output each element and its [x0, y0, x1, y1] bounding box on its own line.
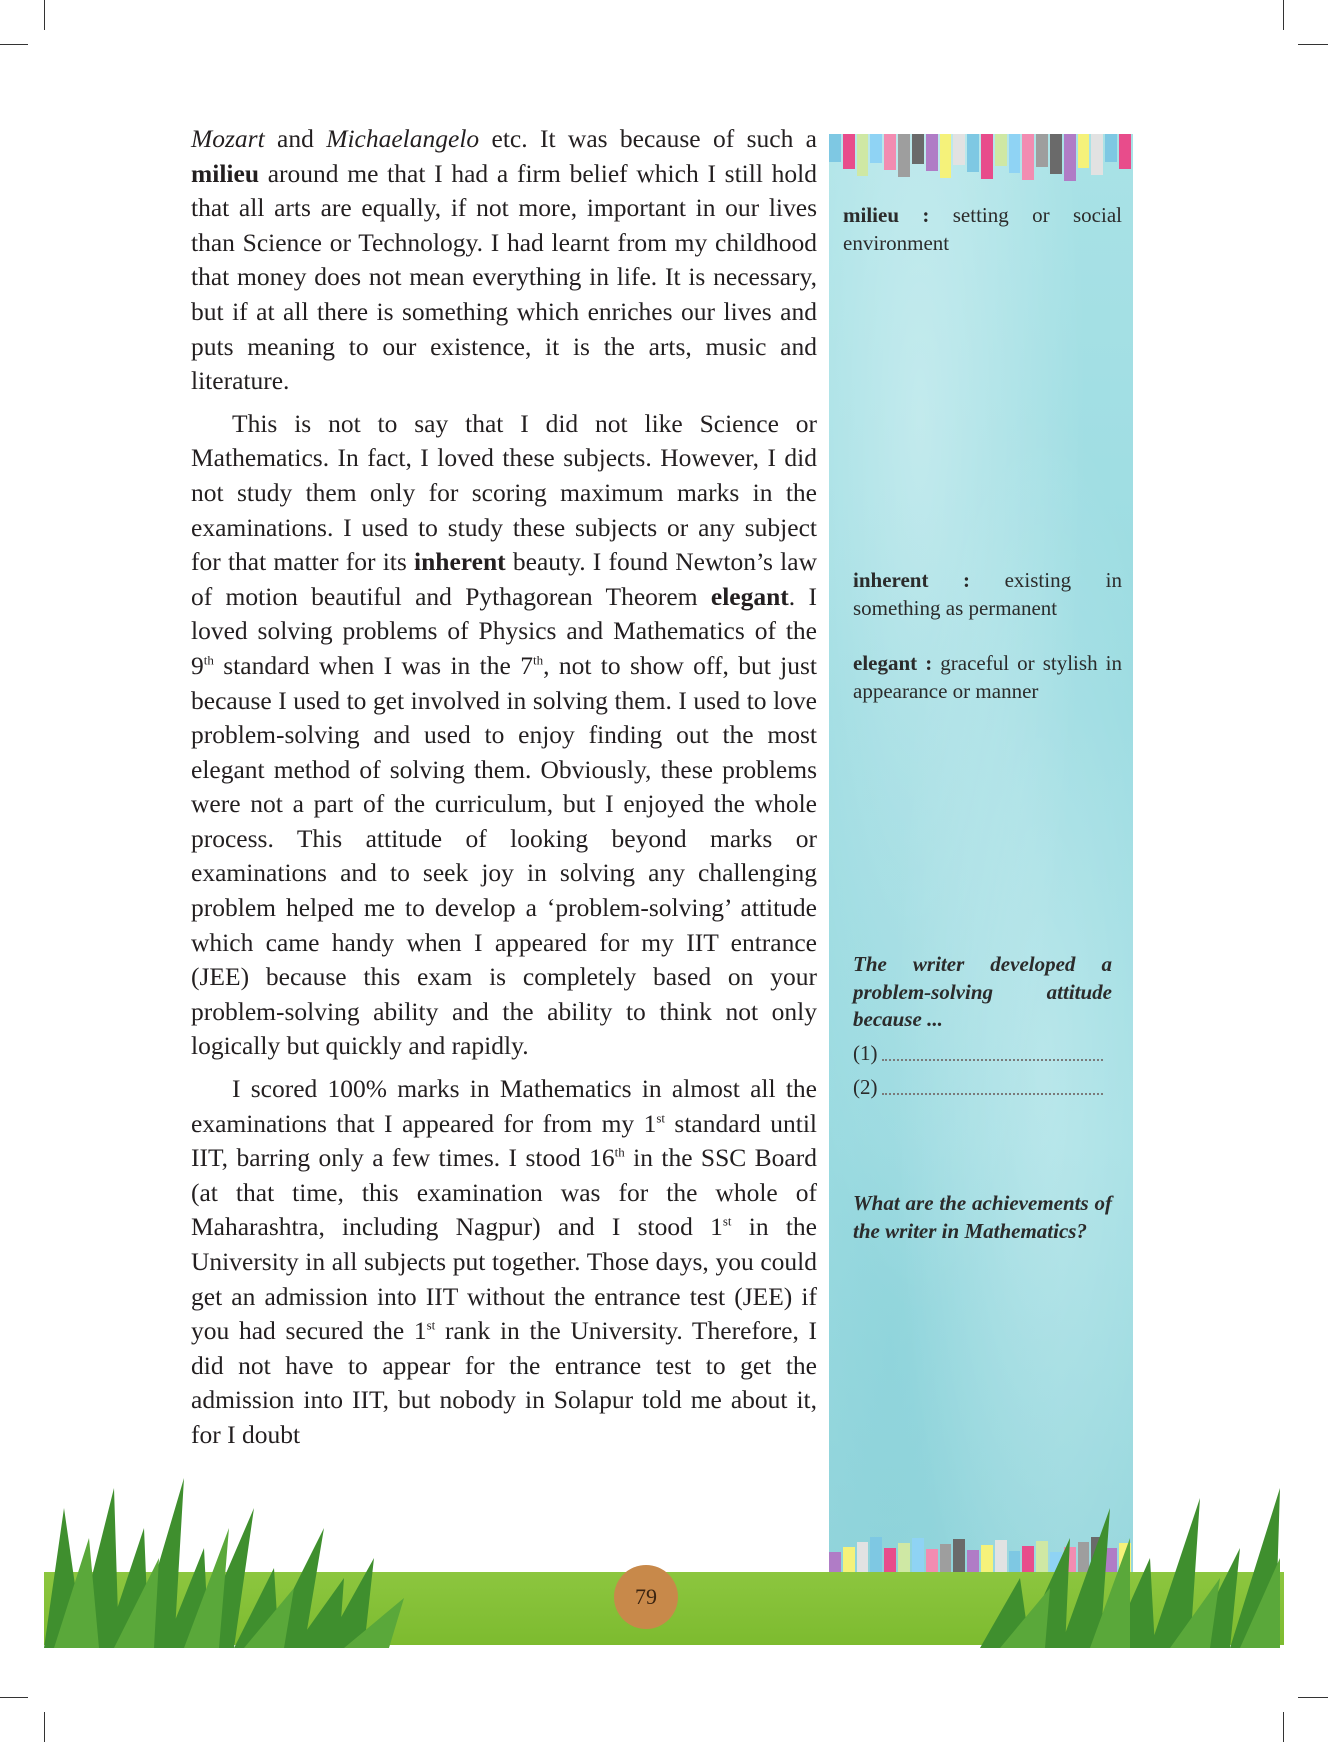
decorative-stripe [884, 1548, 896, 1574]
decorative-stripe [1050, 134, 1062, 174]
decorative-stripe [1091, 134, 1103, 175]
crop-mark-top-left-h [0, 44, 28, 45]
glossary-entry-elegant [853, 650, 1122, 705]
answer-label: (2) [853, 1075, 878, 1099]
text-span: . I loved solving problems of Physics and Mathematics of the 9 [191, 581, 817, 680]
glossary-entry-milieu [843, 202, 1122, 257]
glossary-sidebar [829, 134, 1133, 1574]
text-span: around me that I had a firm belief which I still hold that all arts are equally, if not more, important in our lives than Science or Technology. I had learnt from my childhood that money does not mean everything in life. It is necessary, but if at all there is something which enriches our lives and puts meaning to our existence, it is the arts, music and literature. [191, 158, 817, 396]
text-span: beauty. I found Newton’s law of motion beautiful and Pythagorean Theorem [191, 547, 817, 611]
crop-mark-bottom-right-h [1298, 1697, 1328, 1698]
decorative-stripe [912, 1538, 924, 1574]
text-span: standard until IIT, barring only a few times. I stood 16 [191, 1108, 817, 1173]
decorative-stripe [1009, 134, 1021, 173]
keyword-elegant: elegant [710, 581, 789, 611]
decorative-stripe [926, 134, 938, 171]
decorative-stripe [995, 134, 1007, 166]
decorative-stripe [1119, 134, 1131, 169]
decorative-stripe [870, 134, 882, 163]
crop-mark-bottom-left-v [44, 1712, 45, 1742]
decorative-stripe [857, 1542, 869, 1574]
question-achievements: What are the achievements of the writer in Mathematics? [853, 1191, 1112, 1243]
glossary-entry-inherent [853, 567, 1122, 622]
glossary-definition: setting or social environment [843, 203, 1122, 255]
decorative-stripe [967, 134, 979, 172]
glossary-term: milieu : [843, 203, 930, 227]
grass-right-decoration [980, 1468, 1284, 1648]
decorative-stripe [940, 1544, 952, 1574]
dotted-line [882, 1058, 1104, 1061]
glossary-term: inherent : [853, 568, 971, 592]
text-span: etc. It was because of such a [479, 124, 817, 153]
crop-mark-bottom-left-h [0, 1697, 28, 1698]
keyword-milieu: milieu [191, 158, 259, 188]
text-span: and [264, 124, 327, 153]
decorative-stripe [843, 134, 855, 169]
text-span: Mozart [191, 124, 265, 153]
superscript: th [614, 1144, 625, 1160]
superscript: th [532, 652, 544, 668]
superscript: st [656, 1110, 665, 1126]
text-span: Michaelangelo [326, 124, 480, 153]
decorative-stripe [926, 1549, 938, 1574]
grass-left-decoration [44, 1468, 424, 1648]
decorative-stripe [884, 134, 896, 170]
superscript: st [426, 1317, 436, 1333]
crop-mark-top-left-v [44, 0, 45, 30]
crop-mark-bottom-right-v [1283, 1712, 1284, 1742]
text-span: in the University in all subjects put together. Those days, you could get an admission into IIT without the entrance test (JEE) if you had secured the 1 [191, 1212, 817, 1346]
decorative-stripe [843, 1547, 855, 1574]
glossary-definition: graceful or stylish in appearance or manner [853, 651, 1122, 703]
decorative-stripe [829, 1552, 841, 1574]
superscript: st [722, 1213, 732, 1229]
answer-line-2[interactable] [853, 1074, 1103, 1101]
decorative-stripe [1078, 134, 1090, 168]
decorative-stripe [857, 134, 869, 176]
decorative-stripe [898, 134, 910, 177]
paragraph-3 [191, 1072, 817, 1453]
main-text-column [191, 122, 817, 1461]
decorative-stripe [898, 1543, 910, 1574]
page-number: 79 [614, 1565, 678, 1629]
answer-label: (1) [853, 1041, 878, 1065]
crop-mark-top-right-h [1298, 44, 1328, 45]
decorative-stripe [940, 134, 952, 178]
text-span: I scored 100% marks in Mathematics in almost all the examinations that I appeared for from my 1 [191, 1074, 817, 1138]
decorative-stripe [1064, 134, 1076, 181]
answer-line-1[interactable] [853, 1040, 1103, 1067]
decorative-stripe [967, 1550, 979, 1574]
decorative-stripe [912, 134, 924, 164]
glossary-term: elegant : [853, 651, 933, 675]
text-span: standard when I was in the 7 [213, 650, 533, 680]
text-span: , not to show off, but just because I used to get involved in solving them. I used to love problem-solving and used to enjoy finding out the most elegant method of solving them. Obviously, these problems were not a part of the curriculum, but I enjoyed the whole process. This attitude of looking beyond marks or examinations and to seek joy in solving any challenging problem helped me to develop a ‘problem-solving’ attitude which came handy when I appeared for my IIT entrance (JEE) because this exam is completely based on your problem-solving ability and the ability to think not only logically but quickly and rapidly. [191, 650, 817, 1061]
text-span: This is not to say that I did not like Science or Mathematics. In fact, I loved these subjects. However, I did not study them only for scoring maximum marks in the examinations. I used to study these subjects or any subject for that matter for its [191, 408, 817, 577]
decorative-stripe [870, 1537, 882, 1574]
crop-mark-top-right-v [1283, 0, 1284, 30]
decorative-stripe [1036, 134, 1048, 167]
decorative-stripe [953, 1539, 965, 1574]
sidebar-top-stripes [829, 134, 1133, 182]
decorative-stripe [953, 134, 965, 165]
text-span: rank in the University. Therefore, I did not have to appear for the entrance test to get the admission into IIT, but nobody in Solapur told me about it, for I doubt [191, 1316, 817, 1449]
decorative-stripe [1022, 134, 1034, 180]
paragraph-2 [191, 407, 817, 1064]
decorative-stripe [829, 134, 841, 162]
paragraph-1 [191, 122, 817, 399]
glossary-definition: existing in something as permanent [853, 568, 1122, 620]
keyword-inherent: inherent [414, 547, 506, 577]
dotted-line [882, 1092, 1104, 1095]
text-span: in the SSC Board (at that time, this examination was for the whole of Maharashtra, including Nagpur) and I stood 1 [191, 1143, 817, 1242]
superscript: th [203, 652, 214, 668]
question-problem-solving: The writer developed a problem-solving attitude because ... [853, 952, 1112, 1031]
decorative-stripe [1105, 134, 1117, 162]
decorative-stripe [981, 134, 993, 179]
